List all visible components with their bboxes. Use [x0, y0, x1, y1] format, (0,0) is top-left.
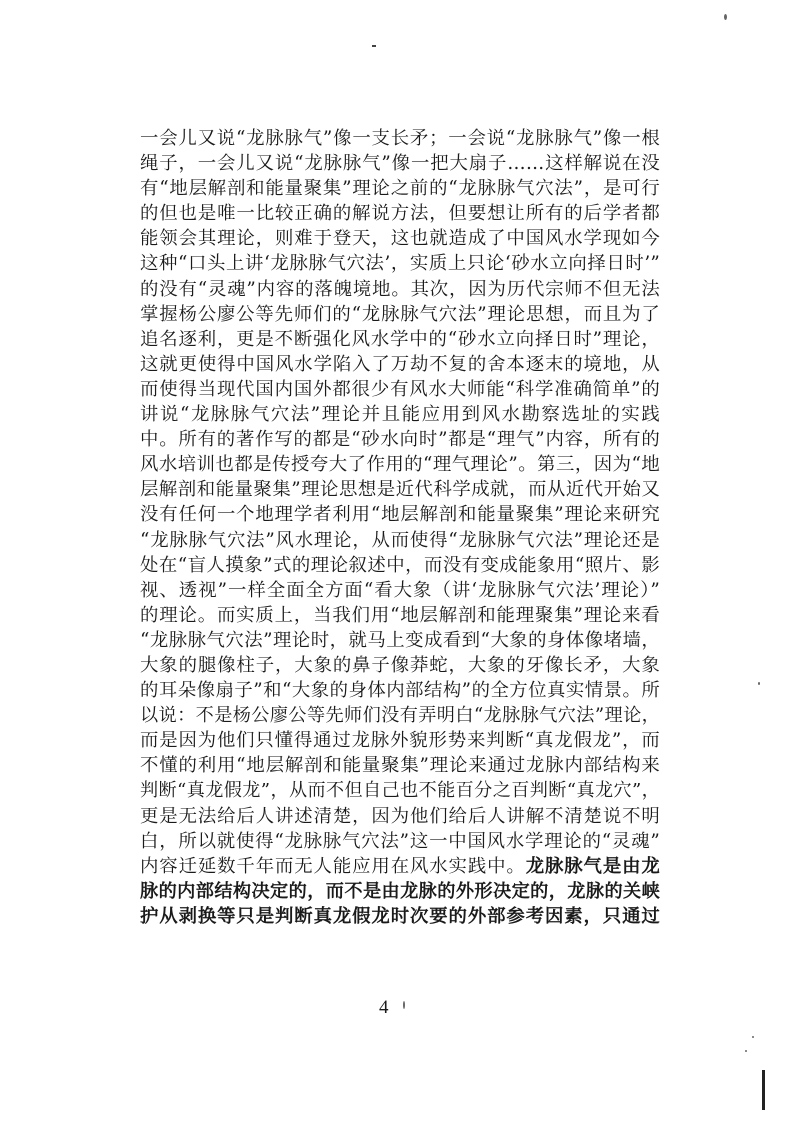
- text-line-27: 判断“真龙假龙”，从而不但自己也不能百分之百判断“真龙穴”，: [140, 780, 660, 802]
- scan-speck: [745, 1050, 747, 1052]
- text-line-31: 脉的内部结构决定的，而不是由龙脉的外形决定的，龙脉的关峡: [140, 880, 660, 902]
- text-line-7: 的没有“灵魂”内容的落魄境地。其次，因为历代宗师不但无法: [140, 278, 660, 300]
- scan-edge-mark: [762, 1070, 765, 1110]
- text-line-8: 掌握杨公廖公等先师们的“龙脉脉气穴法”理论思想，而且为了: [140, 303, 660, 325]
- text-line-28: 更是无法给后人讲述清楚，因为他们给后人讲解不清楚说不明: [140, 805, 660, 827]
- text-line-17: “龙脉脉气穴法”风水理论，从而使得“龙脉脉气穴法”理论还是: [140, 529, 660, 551]
- text-line-30-bold: 龙脉脉气是由龙: [525, 855, 660, 877]
- text-line-13: 中。所有的著作写的都是“砂水向时”都是“理气”内容，所有的: [140, 429, 660, 451]
- scan-speck: [758, 682, 760, 685]
- text-line-15: 层解剖和能量聚集”理论思想是近代科学成就，而从近代开始又: [140, 479, 660, 501]
- text-line-24: 以说：不是杨公廖公等先师们没有弄明白“龙脉脉气穴法”理论，: [140, 705, 660, 727]
- text-line-9: 追名逐利，更是不断强化风水学中的“砂水立向择日时”理论，: [140, 328, 660, 350]
- page-number: 4: [379, 997, 389, 1018]
- scan-speck: [724, 14, 727, 20]
- text-line-23: 的耳朵像扇子”和“大象的身体内部结构”的全方位真实情景。所: [140, 680, 660, 702]
- text-line-30-normal: 内容迁延数千年而无人能应用在风水实践中。: [140, 855, 526, 877]
- text-line-21: “龙脉脉气穴法”理论时，就马上变成看到“大象的身体像堵墙，: [140, 629, 660, 651]
- text-line-14: 风水培训也都是传授夸大了作用的“理气理论”。第三，因为“地: [140, 454, 660, 476]
- text-line-2: 绳子，一会儿又说“龙脉脉气”像一把大扇子……这样解说在没: [140, 153, 660, 175]
- text-line-5: 能领会其理论，则难于登天，这也就造成了中国风水学现如今: [140, 228, 660, 250]
- text-line-29: 白，所以就使得“龙脉脉气穴法”这一中国风水学理论的“灵魂”: [140, 830, 660, 852]
- text-line-20: 的理论。而实质上，当我们用“地层解剖和能理聚集”理论来看: [140, 604, 660, 626]
- text-line-6: 这种“口头上讲‘龙脉脉气穴法’，实质上只论‘砂水立向择日时’”: [140, 253, 660, 275]
- text-line-19: 视、透视”一样全面全方面“看大象（讲‘龙脉脉气穴法’理论）”: [140, 579, 660, 601]
- text-line-4: 的但也是唯一比较正确的解说方法，但要想让所有的后学者都: [140, 203, 660, 225]
- text-line-22: 大象的腿像柱子，大象的鼻子像莽蛇，大象的牙像长矛，大象: [140, 654, 660, 676]
- scan-speck: [403, 1001, 405, 1009]
- text-line-26: 不懂的利用“地层解剖和能量聚集”理论来通过龙脉内部结构来: [140, 755, 660, 777]
- text-line-12: 讲说“龙脉脉气穴法”理论并且能应用到风水勘察选址的实践: [140, 404, 660, 426]
- text-line-25: 而是因为他们只懂得通过龙脉外貌形势来判断“真龙假龙”，而: [140, 730, 660, 752]
- scan-mark: [372, 45, 376, 47]
- body-text: [140, 126, 660, 929]
- text-line-30: [140, 854, 660, 879]
- scan-speck: [752, 1036, 754, 1038]
- text-line-3: 有“地层解剖和能量聚集”理论之前的“龙脉脉气穴法”，是可行: [140, 178, 660, 200]
- text-line-1: 一会儿又说“龙脉脉气”像一支长矛；一会说“龙脉脉气”像一根: [140, 128, 660, 149]
- text-line-16: 没有任何一个地理学者利用“地层解剖和能量聚集”理论来研究: [140, 504, 660, 526]
- text-line-10: 这就更使得中国风水学陷入了万劫不复的舍本逐末的境地，从: [140, 353, 660, 375]
- text-line-32: 护从剥换等只是判断真龙假龙时次要的外部参考因素，只通过: [140, 905, 660, 927]
- text-line-18: 处在“盲人摸象”式的理论叙述中，而没有变成能象用“照片、影: [140, 554, 660, 576]
- text-line-11: 而使得当现代国内国外都很少有风水大师能“科学准确简单”的: [140, 378, 660, 400]
